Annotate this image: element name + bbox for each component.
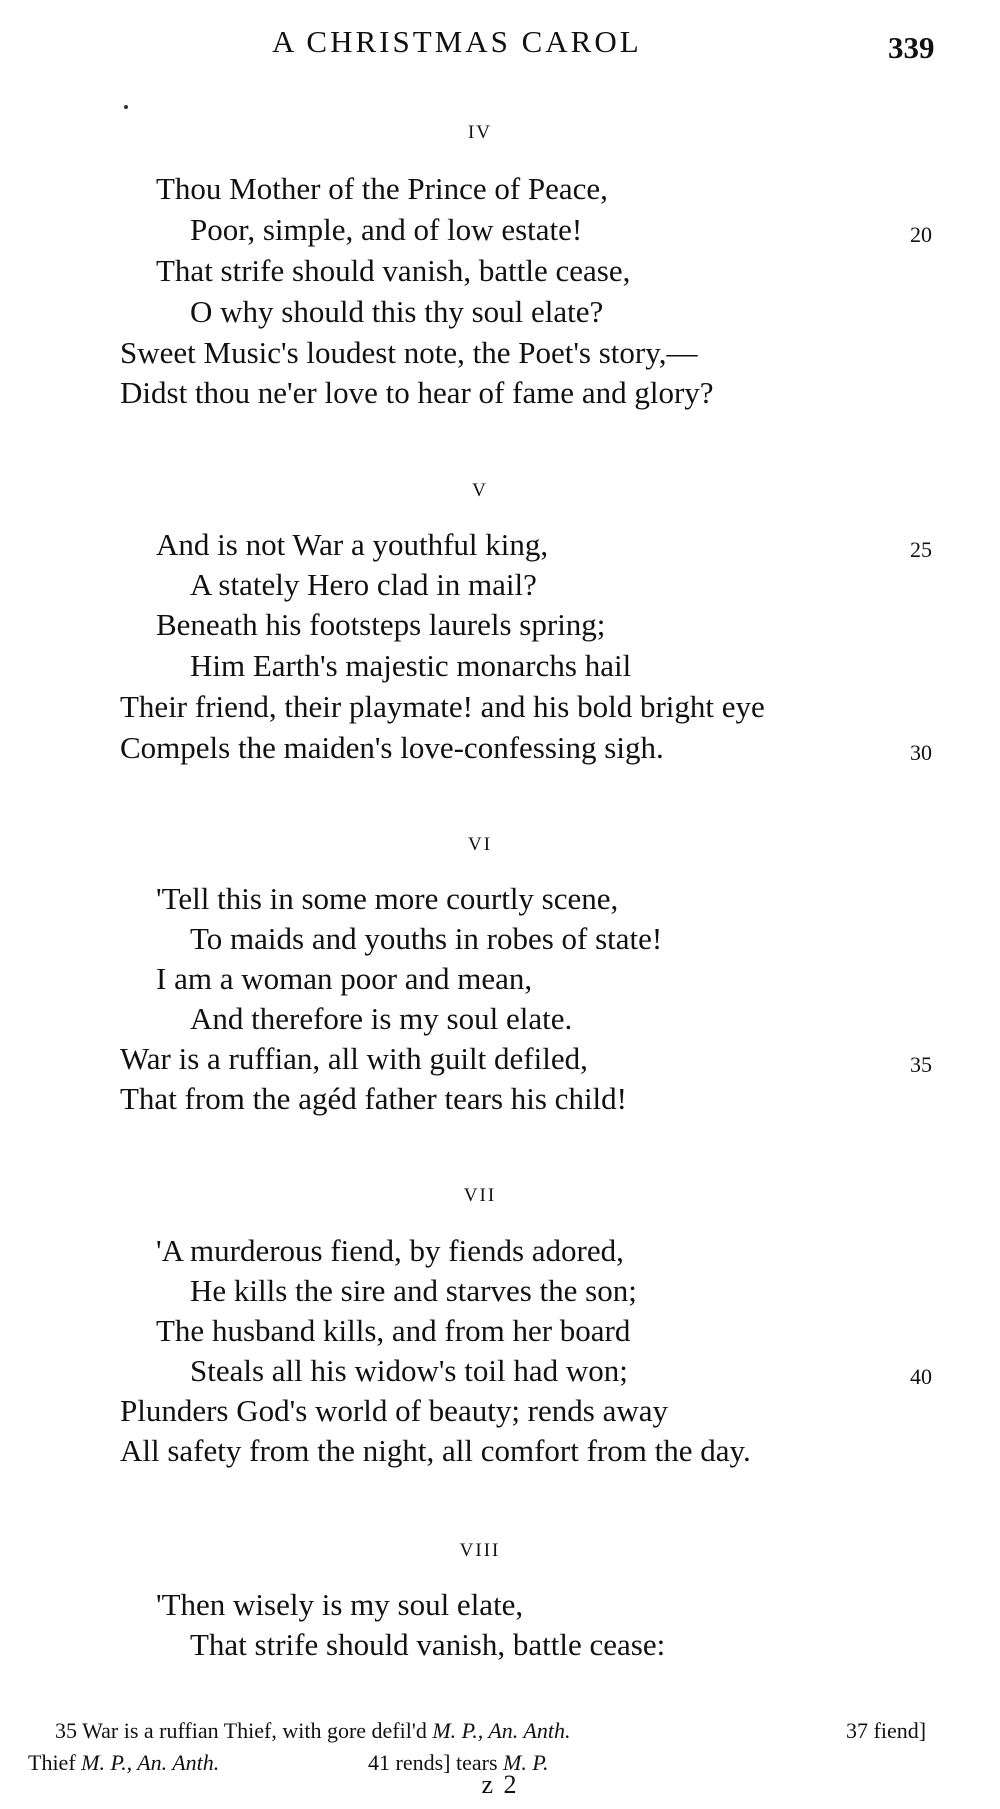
footnote-text: rends] tears	[395, 1750, 498, 1775]
running-title: A CHRISTMAS CAROL	[272, 24, 642, 59]
verse-line: Thou Mother of the Prince of Peace,	[156, 171, 608, 206]
footnote-37	[846, 1718, 926, 1744]
footnote-number: 35	[55, 1718, 77, 1743]
footnote-35	[55, 1718, 570, 1744]
footnote-source: M. P.	[503, 1750, 549, 1775]
footnote-text: Thief	[28, 1750, 76, 1775]
verse-line: Compels the maiden's love-confessing sigh.	[120, 730, 664, 765]
page-number: 339	[888, 30, 935, 65]
line-number: 35	[910, 1052, 932, 1077]
ink-speck	[124, 105, 128, 109]
verse-line: To maids and youths in robes of state!	[190, 921, 663, 956]
verse-line: Sweet Music's loudest note, the Poet's story,—	[120, 335, 698, 370]
footnote-number: 37	[846, 1718, 868, 1743]
verse-line: Him Earth's majestic monarchs hail	[190, 648, 632, 683]
verse-line: That strife should vanish, battle cease,	[156, 253, 631, 288]
line-number: 20	[910, 222, 932, 247]
verse-line: The husband kills, and from her board	[156, 1313, 631, 1348]
verse-line: A stately Hero clad in mail?	[190, 567, 537, 602]
line-number: 40	[910, 1364, 932, 1389]
verse-line: I am a woman poor and mean,	[156, 961, 533, 996]
verse-line: That from the agéd father tears his child!	[120, 1081, 627, 1116]
verse-line: Didst thou ne'er love to hear of fame and glory?	[120, 375, 714, 410]
verse-line: And is not War a youthful king,	[156, 527, 549, 562]
verse-line: O why should this thy soul elate?	[190, 294, 604, 329]
line-number: 25	[910, 537, 932, 562]
verse-line: All safety from the night, all comfort from the day.	[120, 1433, 751, 1468]
verse-line: Steals all his widow's toil had won;	[190, 1353, 628, 1388]
verse-line: Beneath his footsteps laurels spring;	[156, 607, 606, 642]
footnote-number: 41	[368, 1750, 390, 1775]
verse-line: Poor, simple, and of low estate!	[190, 212, 583, 247]
verse-line: Their friend, their playmate! and his bold bright eye	[120, 689, 765, 724]
verse-line: 'Tell this in some more courtly scene,	[156, 881, 619, 916]
stanza-numeral: VII	[463, 1185, 497, 1206]
verse-line: War is a ruffian, all with guilt defiled,	[120, 1041, 588, 1076]
line-number: 30	[910, 740, 932, 765]
footnote-text: fiend]	[873, 1718, 927, 1743]
verse-line: 'Then wisely is my soul elate,	[156, 1587, 524, 1622]
signature-mark: z 2	[481, 1770, 519, 1799]
stanza-numeral: VI	[467, 834, 493, 855]
verse-line: That strife should vanish, battle cease:	[190, 1627, 666, 1662]
verse-line: 'A murderous fiend, by fiends adored,	[156, 1233, 624, 1268]
footnote-text: War is a ruffian Thief, with gore defil'd	[82, 1718, 427, 1743]
stanza-numeral: V	[472, 480, 488, 501]
verse-line: Plunders God's world of beauty; rends away	[120, 1393, 668, 1428]
footnote-source: M. P., An. Anth.	[81, 1750, 220, 1775]
footnote-source: M. P., An. Anth.	[432, 1718, 571, 1743]
verse-line: And therefore is my soul elate.	[190, 1001, 573, 1036]
stanza-numeral: IV	[467, 122, 493, 143]
stanza-numeral: VIII	[459, 1540, 501, 1561]
verse-line: He kills the sire and starves the son;	[190, 1273, 637, 1308]
